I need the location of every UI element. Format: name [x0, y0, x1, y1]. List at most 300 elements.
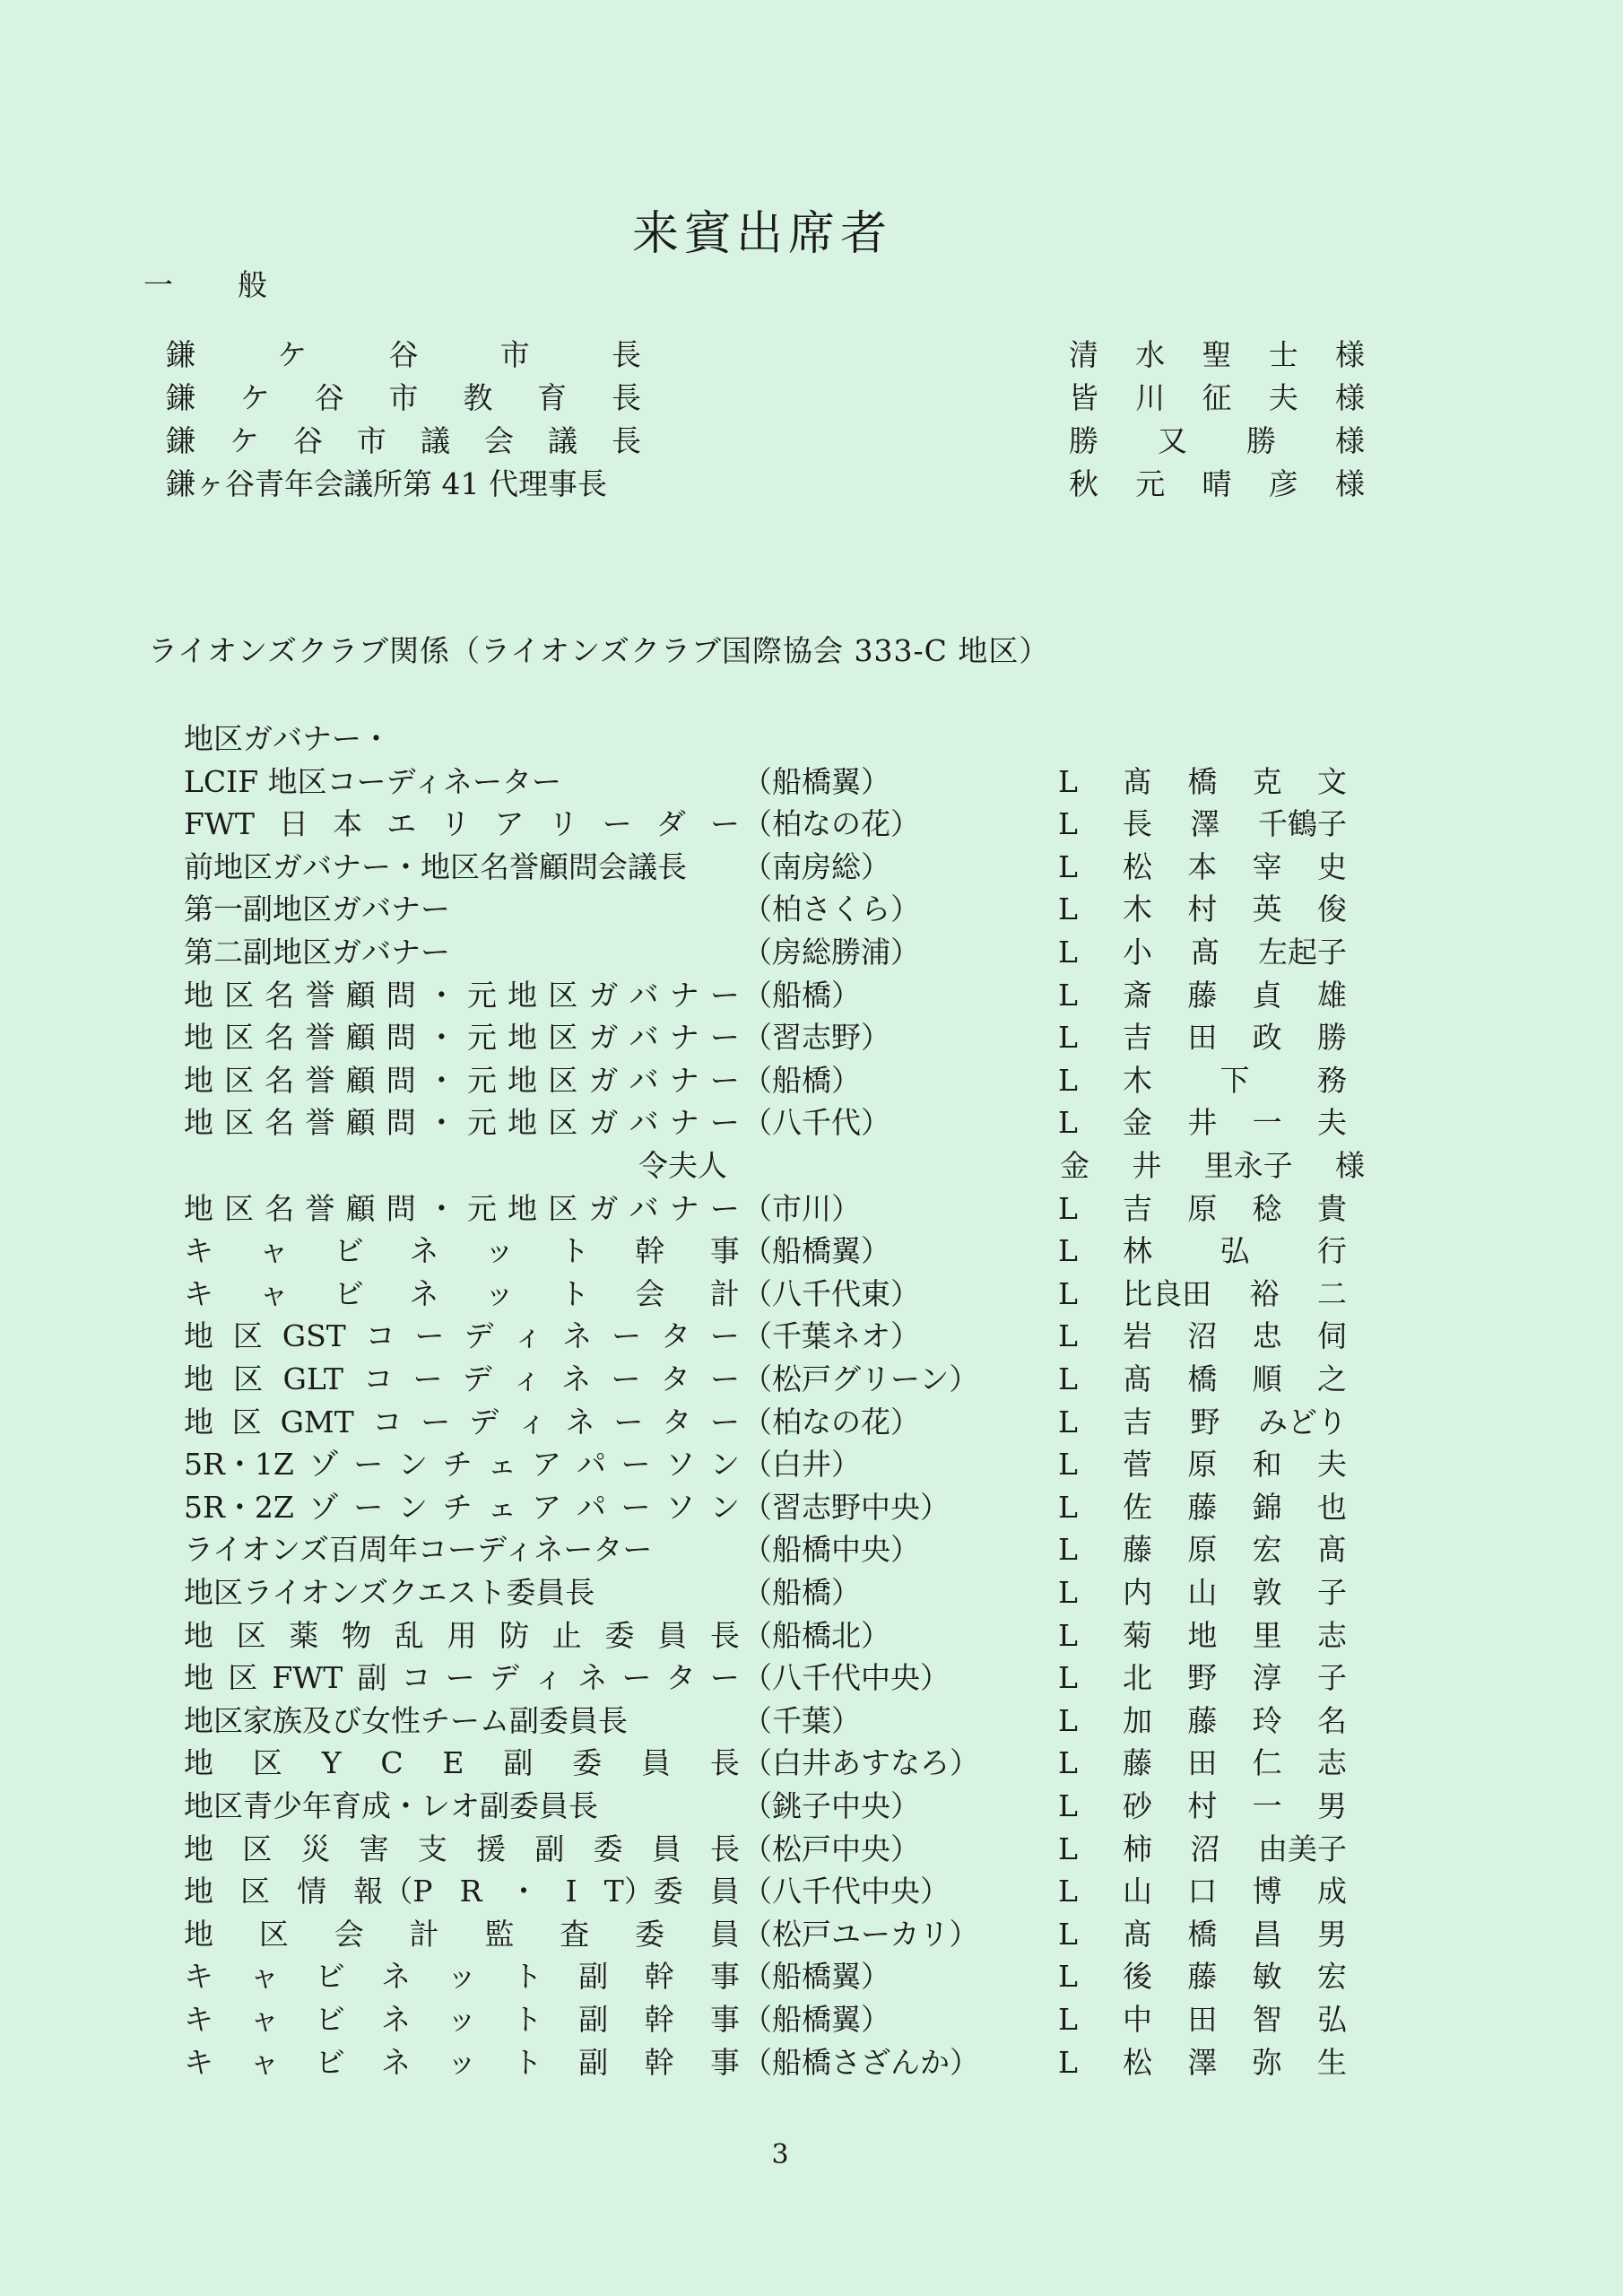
text-segment: ガ: [588, 1063, 619, 1098]
text-segment: 金: [1123, 1105, 1152, 1140]
lions-row: [0, 1315, 1623, 1358]
position-title: [184, 1230, 740, 1273]
text-segment: 名: [265, 1020, 295, 1055]
text-segment: 5R・2Z: [184, 1490, 294, 1525]
text-segment: 長: [611, 380, 641, 415]
text-segment: ア: [494, 806, 525, 841]
text-segment: 元: [466, 1105, 497, 1140]
text-segment: 史: [1316, 849, 1347, 884]
text-segment: 委: [604, 1618, 635, 1653]
lions-row: [0, 1187, 1623, 1231]
text-segment: 名: [265, 1191, 295, 1226]
text-segment: 稔: [1252, 1191, 1282, 1226]
text-segment: バ: [629, 1020, 659, 1055]
text-segment: ー: [353, 1447, 384, 1482]
text-segment: C: [380, 1745, 404, 1780]
member-name: [1123, 1443, 1347, 1486]
guest-title: [166, 420, 641, 463]
text-segment: 橋: [1187, 764, 1218, 799]
text-segment: 口: [1187, 1874, 1218, 1909]
text-segment: 吉: [1123, 1191, 1152, 1226]
text-segment: 顧: [345, 1105, 376, 1140]
text-segment: 井: [1132, 1148, 1162, 1183]
club-name: （船橋翼）: [742, 1233, 890, 1268]
text-segment: 会: [334, 1917, 364, 1952]
text-segment: 下: [1219, 1063, 1250, 1098]
member-name: [1123, 1016, 1347, 1059]
text-segment: ッ: [447, 2002, 477, 2037]
text-segment: 幹: [635, 1233, 665, 1268]
text-segment: 本: [333, 806, 363, 841]
text-segment: ビ: [315, 2002, 345, 2037]
text-segment: ャ: [249, 2002, 280, 2037]
club-name: （船橋北）: [742, 1618, 890, 1653]
text-segment: 藤: [1187, 978, 1218, 1013]
text-segment: ソ: [665, 1447, 696, 1482]
lion-prefix: L: [1058, 1020, 1078, 1055]
text-segment: 澤: [1190, 806, 1220, 841]
text-segment: 副: [578, 1959, 609, 1994]
text-segment: 玲: [1252, 1703, 1282, 1738]
text-segment: 区: [231, 1405, 262, 1439]
text-segment: ィ: [513, 1318, 543, 1353]
general-row: [0, 420, 1623, 463]
member-name: [1123, 1571, 1347, 1614]
lions-row: [0, 1998, 1623, 2041]
text-segment: 髙: [1123, 1917, 1152, 1952]
text-segment: 務: [1317, 1063, 1347, 1098]
club-name: （八千代）: [742, 1105, 890, 1140]
member-name: [1123, 761, 1347, 804]
text-segment: 地: [184, 1618, 213, 1653]
club-name: （白井）: [742, 1447, 861, 1482]
text-segment: ー: [709, 1405, 740, 1439]
position-title: [184, 1358, 740, 1401]
text-segment: 薬: [289, 1618, 319, 1653]
lions-row: [0, 1443, 1623, 1486]
lions-row: [0, 1870, 1623, 1913]
text-segment: ネ: [562, 1318, 593, 1353]
lion-prefix: L: [1058, 1660, 1078, 1695]
text-segment: ・: [426, 1020, 456, 1055]
text-segment: 夫: [1316, 1105, 1347, 1140]
text-segment: ー: [709, 1361, 740, 1396]
text-segment: 田: [1187, 2002, 1218, 2037]
text-segment: 原: [1187, 1532, 1218, 1567]
text-segment: 宏: [1316, 1959, 1347, 1994]
text-segment: ト: [560, 1233, 590, 1268]
text-segment: 秋: [1069, 466, 1098, 501]
text-segment: コ: [363, 1361, 394, 1396]
text-segment: 弘: [1316, 2002, 1347, 2037]
text-segment: 宏: [1252, 1532, 1282, 1567]
text-segment: 山: [1187, 1575, 1218, 1610]
text-segment: 区: [224, 1063, 255, 1098]
text-segment: 子: [1316, 1575, 1347, 1610]
text-segment: 長: [1123, 806, 1152, 841]
text-segment: 区: [224, 978, 255, 1013]
text-segment: 晴: [1202, 466, 1232, 501]
text-segment: ダ: [655, 806, 686, 841]
text-segment: 里: [1252, 1618, 1282, 1653]
member-name: [1123, 1870, 1347, 1913]
text-segment: ィ: [512, 1361, 542, 1396]
lions-row: [0, 974, 1623, 1017]
text-segment: 区: [548, 1020, 578, 1055]
text-segment: ケ: [239, 380, 270, 415]
text-segment: 左起子: [1258, 935, 1347, 970]
text-segment: 菊: [1123, 1618, 1152, 1653]
text-segment: 会: [635, 1276, 665, 1311]
text-segment: ナ: [669, 1063, 699, 1098]
text-segment: 問: [386, 1105, 416, 1140]
text-segment: ャ: [249, 2045, 280, 2080]
text-segment: 防: [499, 1618, 530, 1653]
text-segment: 区: [224, 1105, 255, 1140]
lions-row: [0, 1657, 1623, 1700]
text-segment: ・: [426, 1063, 456, 1098]
club-name: （船橋翼）: [742, 764, 890, 799]
text-segment: 員: [709, 1917, 740, 1952]
text-segment: ・: [426, 1105, 456, 1140]
text-segment: ガ: [588, 978, 619, 1013]
lion-prefix: L: [1058, 1618, 1078, 1653]
text-segment: 吉: [1123, 1405, 1152, 1439]
lions-row: [0, 931, 1623, 974]
text-segment: 名: [265, 1063, 295, 1098]
text-segment: 地: [184, 1105, 213, 1140]
text-segment: ア: [532, 1490, 562, 1525]
text-segment: 誉: [305, 978, 335, 1013]
text-segment: 博: [1252, 1874, 1282, 1909]
text-segment: 菅: [1123, 1447, 1152, 1482]
text-segment: ト: [560, 1276, 590, 1311]
text-segment: 地: [508, 1020, 538, 1055]
text-segment: 議: [548, 423, 577, 458]
text-segment: リ: [548, 806, 578, 841]
text-segment: ィ: [534, 1660, 564, 1695]
text-segment: 谷: [293, 423, 323, 458]
text-segment: 員: [709, 1874, 740, 1909]
lion-prefix: L: [1058, 1276, 1078, 1311]
member-name: [1123, 1913, 1347, 1956]
text-segment: ン: [709, 1490, 740, 1525]
text-segment: 様: [1335, 337, 1365, 372]
member-name: [1123, 1486, 1347, 1529]
guest-title: [166, 334, 641, 377]
text-segment: 之: [1316, 1361, 1347, 1396]
text-segment: ー: [621, 1490, 651, 1525]
club-name: （船橋）: [742, 1063, 861, 1098]
text-segment: ソ: [665, 1490, 696, 1525]
text-segment: 地: [508, 1105, 538, 1140]
text-segment: 藤: [1187, 1703, 1218, 1738]
lion-prefix: L: [1058, 806, 1078, 841]
lion-prefix: L: [1058, 1063, 1078, 1098]
text-segment: 顧: [345, 1063, 376, 1098]
text-segment: 谷: [314, 380, 344, 415]
text-segment: ネ: [381, 2002, 412, 2037]
page-number: 3: [771, 2139, 789, 2170]
text-segment: 男: [1316, 1917, 1347, 1952]
spouse-label: 令夫人: [638, 1148, 727, 1183]
lions-row: [0, 1528, 1623, 1571]
text-segment: パ: [576, 1490, 606, 1525]
text-segment: GLT: [282, 1361, 344, 1396]
member-name: [1123, 931, 1347, 974]
general-row: [0, 334, 1623, 377]
text-segment: 情: [297, 1874, 327, 1909]
text-segment: 地: [508, 978, 538, 1013]
club-name: （南房総）: [742, 849, 890, 884]
text-segment: ー: [709, 1105, 740, 1140]
club-name: （房総勝浦）: [742, 935, 920, 970]
lion-prefix: L: [1058, 1788, 1078, 1823]
text-segment: 区: [548, 1105, 578, 1140]
text-segment: ー: [602, 806, 632, 841]
text-segment: 弘: [1219, 1233, 1250, 1268]
text-segment: 勝: [1316, 1020, 1347, 1055]
text-segment: 水: [1135, 337, 1166, 372]
text-segment: 報（P: [353, 1874, 433, 1909]
general-row: [0, 463, 1623, 506]
text-segment: ー: [709, 1660, 740, 1695]
text-segment: キ: [184, 2045, 213, 2080]
text-segment: ト: [512, 2045, 542, 2080]
member-name: [1123, 1828, 1347, 1871]
text-segment: 伺: [1316, 1318, 1347, 1353]
text-segment: 地: [184, 1191, 213, 1226]
lion-prefix: L: [1058, 1105, 1078, 1140]
text-segment: バ: [629, 1105, 659, 1140]
guest-name: [1069, 377, 1365, 420]
text-segment: 成: [1316, 1874, 1347, 1909]
text-segment: ー: [709, 1318, 740, 1353]
text-segment: 髙: [1123, 1361, 1152, 1396]
text-segment: 裕: [1249, 1276, 1280, 1311]
text-segment: 市: [388, 380, 419, 415]
lion-prefix: L: [1058, 1831, 1078, 1866]
text-segment: 災: [300, 1831, 331, 1866]
text-segment: デ: [469, 1405, 499, 1439]
text-segment: 長: [709, 1745, 740, 1780]
text-segment: 援: [476, 1831, 507, 1866]
lion-prefix: L: [1058, 1575, 1078, 1610]
text-segment: 藤: [1187, 1490, 1218, 1525]
text-segment: ネ: [565, 1405, 595, 1439]
member-name: [1123, 1955, 1347, 1998]
text-segment: 員: [651, 1831, 681, 1866]
text-segment: 佐: [1123, 1490, 1152, 1525]
club-name: （松戸中央）: [742, 1831, 920, 1866]
text-segment: 忠: [1252, 1318, 1282, 1353]
text-segment: 事: [709, 1233, 740, 1268]
text-segment: ェ: [487, 1447, 517, 1482]
text-segment: 沼: [1187, 1318, 1218, 1353]
text-segment: 地: [184, 1874, 213, 1909]
text-segment: 男: [1316, 1788, 1347, 1823]
lion-prefix: L: [1058, 2002, 1078, 2037]
member-name: [1123, 1315, 1347, 1358]
text-segment: 敦: [1252, 1575, 1282, 1610]
position-title: [184, 1187, 740, 1231]
text-segment: ネ: [577, 1660, 608, 1695]
text-segment: 勝: [1069, 423, 1098, 458]
text-segment: ー: [709, 806, 740, 841]
lion-prefix: L: [1058, 1490, 1078, 1525]
text-segment: 和: [1252, 1447, 1282, 1482]
text-segment: 副: [578, 2002, 609, 2037]
text-segment: 害: [359, 1831, 389, 1866]
text-segment: 勝: [1246, 423, 1276, 458]
text-segment: 政: [1252, 1020, 1282, 1055]
lions-row: [0, 1401, 1623, 1444]
text-segment: デ: [464, 1318, 494, 1353]
text-segment: 鎌: [166, 423, 195, 458]
text-segment: 克: [1252, 764, 1282, 799]
position-title: 地区青少年育成・レオ副委員長: [184, 1788, 598, 1823]
text-segment: 区: [232, 1318, 263, 1353]
text-segment: 髙: [1190, 935, 1220, 970]
text-segment: 地: [184, 1361, 213, 1396]
member-name: [1123, 846, 1347, 889]
club-name: （八千代中央）: [742, 1660, 950, 1695]
text-segment: 元: [466, 1063, 497, 1098]
text-segment: 金: [1060, 1148, 1089, 1183]
lion-prefix: L: [1058, 978, 1078, 1013]
position-title: [184, 1016, 740, 1059]
text-segment: 誉: [305, 1105, 335, 1140]
club-name: （白井あすなろ）: [742, 1745, 979, 1780]
lion-prefix: L: [1058, 1703, 1078, 1738]
position-title: [184, 1657, 740, 1700]
text-segment: 夫: [1316, 1447, 1347, 1482]
text-segment: タ: [665, 1660, 696, 1695]
text-segment: 幹: [644, 2002, 674, 2037]
text-segment: 内: [1123, 1575, 1152, 1610]
text-segment: 区: [548, 978, 578, 1013]
text-segment: GST: [282, 1318, 346, 1353]
text-segment: 区: [242, 1831, 273, 1866]
text-segment: 事: [710, 1959, 740, 1994]
text-segment: ー: [611, 1361, 641, 1396]
text-segment: 5R・1Z: [184, 1447, 294, 1482]
lions-row: [0, 1614, 1623, 1657]
text-segment: 様: [1335, 466, 1365, 501]
text-segment: ー: [709, 1191, 740, 1226]
position-title: [184, 1955, 740, 1998]
member-name: [1123, 1401, 1347, 1444]
text-segment: 俊: [1316, 891, 1347, 926]
text-segment: 沼: [1190, 1831, 1220, 1866]
text-segment: 地: [184, 1660, 213, 1695]
position-title: [184, 2041, 740, 2084]
text-segment: 田: [1187, 1020, 1218, 1055]
text-segment: 長: [612, 337, 641, 372]
lion-prefix: L: [1058, 849, 1078, 884]
text-segment: E: [442, 1745, 464, 1780]
guest-name: [1069, 420, 1365, 463]
position-title: [184, 1828, 740, 1871]
position-title: [184, 1101, 740, 1144]
position-title: 地区家族及び女性チーム副委員長: [184, 1703, 628, 1738]
text-segment: キ: [184, 1959, 213, 1994]
text-segment: T）委: [603, 1874, 683, 1909]
text-segment: 区: [224, 1191, 255, 1226]
club-name: （柏なの花）: [742, 1405, 920, 1439]
text-segment: 市: [357, 423, 386, 458]
text-segment: 事: [710, 2002, 740, 2037]
lion-prefix: L: [1058, 891, 1078, 926]
text-segment: 監: [484, 1917, 515, 1952]
text-segment: 橋: [1187, 1917, 1218, 1952]
text-segment: キ: [184, 1276, 213, 1311]
text-segment: 井: [1187, 1105, 1218, 1140]
text-segment: 止: [551, 1618, 582, 1653]
text-segment: 原: [1187, 1191, 1218, 1226]
text-segment: 斎: [1123, 978, 1152, 1013]
text-segment: 誉: [305, 1191, 335, 1226]
text-segment: 雄: [1316, 978, 1347, 1013]
text-segment: 小: [1123, 935, 1152, 970]
lions-row: [0, 1016, 1623, 1059]
lion-prefix: L: [1058, 1959, 1078, 1994]
text-segment: 地: [1187, 1618, 1218, 1653]
text-segment: 村: [1187, 1788, 1218, 1823]
text-segment: 征: [1202, 380, 1232, 415]
text-segment: ー: [421, 1405, 451, 1439]
lions-row: [0, 1955, 1623, 1998]
position-title: [184, 1998, 740, 2041]
text-segment: 副: [357, 1660, 387, 1695]
lions-row: [0, 1230, 1623, 1273]
text-segment: R: [459, 1874, 482, 1909]
member-name: [1123, 803, 1347, 846]
text-segment: 員: [657, 1618, 688, 1653]
text-segment: 区: [548, 1063, 578, 1098]
text-segment: 岩: [1123, 1318, 1152, 1353]
text-segment: ケ: [230, 423, 259, 458]
club-name: （八千代東）: [742, 1276, 920, 1311]
position-title: 第二副地区ガバナー: [184, 935, 450, 970]
text-segment: 聖: [1202, 337, 1232, 372]
club-name: （千葉）: [742, 1703, 861, 1738]
text-segment: ビ: [334, 1276, 364, 1311]
text-segment: GMT: [280, 1405, 354, 1439]
text-segment: ン: [397, 1447, 428, 1482]
text-segment: 文: [1316, 764, 1347, 799]
text-segment: 問: [386, 1191, 416, 1226]
text-segment: 橋: [1187, 1361, 1218, 1396]
text-segment: ネ: [381, 1959, 412, 1994]
text-segment: ネ: [409, 1233, 439, 1268]
text-segment: 地: [184, 1917, 213, 1952]
member-name: [1123, 1059, 1347, 1102]
text-segment: 弥: [1252, 2045, 1282, 2080]
general-label-char: 般: [238, 267, 267, 302]
text-segment: ナ: [669, 1105, 699, 1140]
lions-row: [0, 1742, 1623, 1785]
text-segment: バ: [629, 1063, 659, 1098]
text-segment: 士: [1268, 337, 1298, 372]
text-segment: ッ: [447, 1959, 477, 1994]
position-title: 第一副地区ガバナー: [184, 891, 450, 926]
text-segment: ー: [612, 1318, 642, 1353]
text-segment: 元: [466, 978, 497, 1013]
text-segment: コ: [365, 1318, 395, 1353]
text-segment: ビ: [315, 1959, 345, 1994]
text-segment: ィ: [516, 1405, 547, 1439]
